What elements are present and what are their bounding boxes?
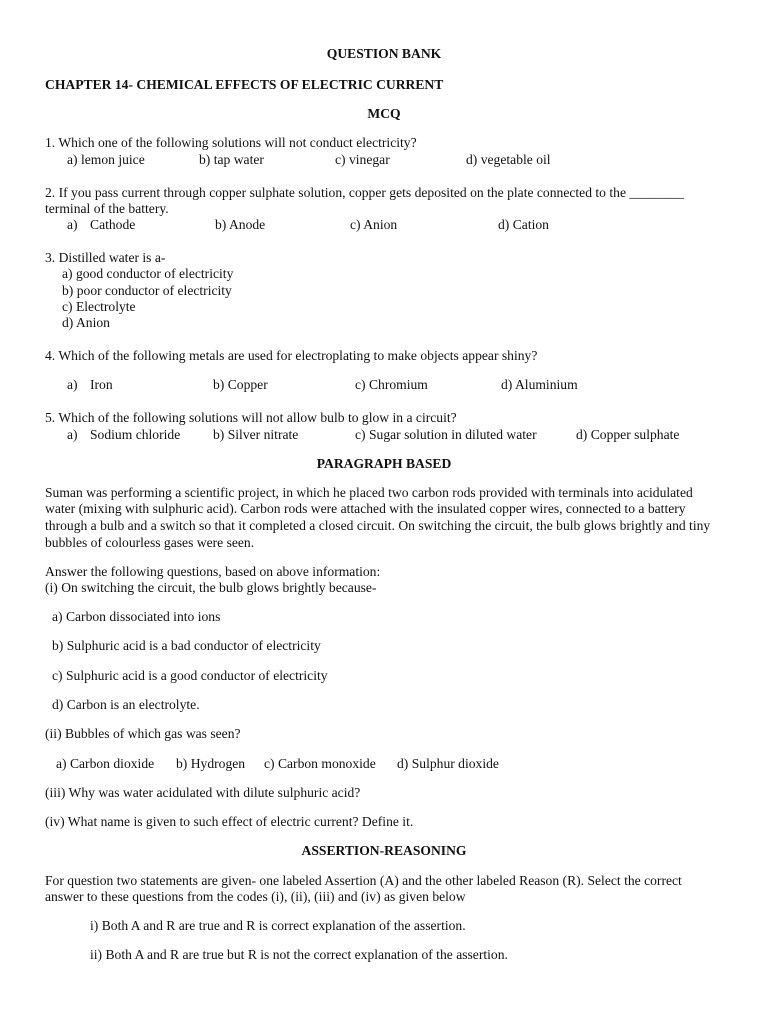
q2-option-d: d) Cation (498, 217, 549, 232)
question-i: (i) On switching the circuit, the bulb glows brightly because- (45, 580, 377, 595)
q5-option-a-marker: a) (67, 427, 78, 442)
question-iii: (iii) Why was water acidulated with dilute sulphuric acid? (45, 785, 361, 800)
qi-option-a: a) Carbon dissociated into ions (52, 609, 221, 624)
paragraph-heading: PARAGRAPH BASED (316, 456, 452, 471)
q3-option-d: d) Anion (62, 315, 110, 330)
q2-option-b: b) Anode (215, 217, 266, 232)
q2-option-a: Cathode (90, 217, 136, 232)
qii-option-d: d) Sulphur dioxide (397, 756, 499, 771)
qii-option-a: a) Carbon dioxide (56, 756, 155, 771)
question-iv: (iv) What name is given to such effect of electric current? Define it. (45, 814, 414, 829)
passage-line-1: Suman was performing a scientific project, in which he placed two carbon rods provided with terminals into acidulated (45, 485, 693, 500)
chapter-title: CHAPTER 14- CHEMICAL EFFECTS OF ELECTRIC CURRENT (45, 77, 444, 92)
assertion-intro-line-2: answer to these questions from the codes (i), (ii), (iii) and (iv) as given below (45, 889, 466, 904)
q5-option-b: b) Silver nitrate (213, 427, 299, 442)
q1-option-b: b) tap water (199, 152, 264, 167)
q2-option-c: c) Anion (350, 217, 398, 232)
page-title: QUESTION BANK (326, 46, 442, 61)
q4-option-a: Iron (90, 377, 113, 392)
passage-line-3: through a bulb and a switch so that it completed a closed circuit. On switching the circuit, the bulb glows brightly and tiny (45, 518, 711, 533)
q1-option-a: a) lemon juice (67, 152, 145, 167)
qii-option-c: c) Carbon monoxide (264, 756, 376, 771)
qii-option-b: b) Hydrogen (176, 756, 246, 771)
passage-line-4: bubbles of colourless gases were seen. (45, 535, 255, 550)
qi-option-c: c) Sulphuric acid is a good conductor of electricity (52, 668, 328, 683)
question-ii: (ii) Bubbles of which gas was seen? (45, 726, 241, 741)
q1-option-d: d) vegetable oil (466, 152, 551, 167)
assertion-heading: ASSERTION-REASONING (301, 843, 467, 858)
question-5: 5. Which of the following solutions will not allow bulb to glow in a circuit? (45, 410, 457, 425)
q2-option-a-marker: a) (67, 217, 78, 232)
question-4: 4. Which of the following metals are used for electroplating to make objects appear shiny? (45, 348, 538, 363)
assertion-code-i: i) Both A and R are true and R is correct explanation of the assertion. (90, 918, 466, 933)
q5-option-a: Sodium chloride (90, 427, 181, 442)
qi-option-b: b) Sulphuric acid is a bad conductor of electricity (52, 638, 321, 653)
assertion-code-ii: ii) Both A and R are true but R is not the correct explanation of the assertion. (90, 947, 508, 962)
q4-option-b: b) Copper (213, 377, 268, 392)
question-2-line-1: 2. If you pass current through copper sulphate solution, copper gets deposited on the plate connected to the ________ (45, 185, 684, 200)
q4-option-c: c) Chromium (355, 377, 428, 392)
question-1: 1. Which one of the following solutions will not conduct electricity? (45, 135, 417, 150)
assertion-intro-line-1: For question two statements are given- one labeled Assertion (A) and the other labeled Reason (R). Select the correct (45, 873, 682, 888)
q5-option-c: c) Sugar solution in diluted water (355, 427, 537, 442)
q4-option-d: d) Aluminium (501, 377, 578, 392)
q3-option-b: b) poor conductor of electricity (62, 283, 232, 298)
mcq-heading: MCQ (367, 106, 401, 121)
qi-option-d: d) Carbon is an electrolyte. (52, 697, 200, 712)
question-3: 3. Distilled water is a- (45, 250, 166, 265)
q3-option-c: c) Electrolyte (62, 299, 136, 314)
q1-option-c: c) vinegar (335, 152, 390, 167)
paragraph-intro: Answer the following questions, based on above information: (45, 564, 381, 579)
passage-line-2: water (mixing with sulphuric acid). Carbon rods were attached with the insulated copper wires, connected to a battery (45, 501, 686, 516)
question-2-line-2: terminal of the battery. (45, 201, 169, 216)
q4-option-a-marker: a) (67, 377, 78, 392)
q5-option-d: d) Copper sulphate (576, 427, 680, 442)
q3-option-a: a) good conductor of electricity (62, 266, 234, 281)
